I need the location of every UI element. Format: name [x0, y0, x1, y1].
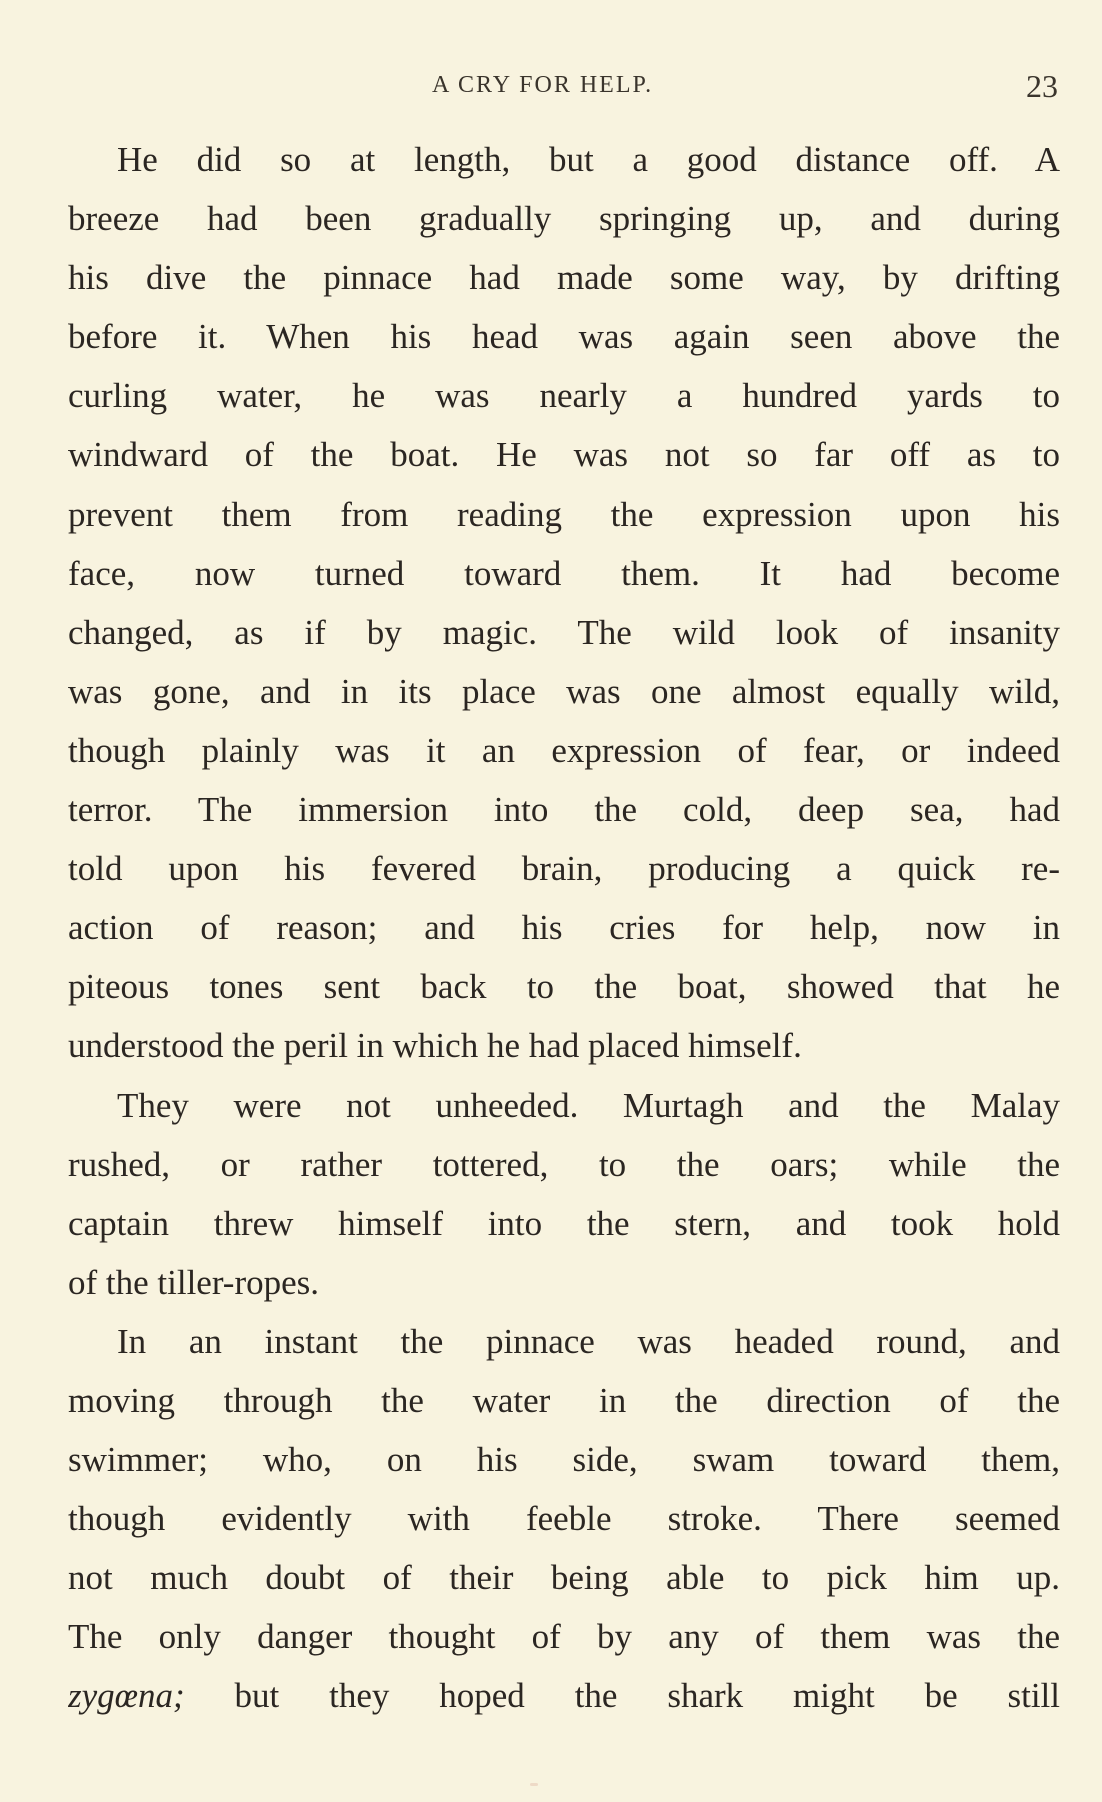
text-line: though evidently with feeble stroke. There seemed	[68, 1499, 1060, 1539]
text-line: prevent them from reading the expression upon his	[68, 494, 1060, 534]
text-line: In an instant the pinnace was headed round, and	[117, 1321, 1060, 1361]
paper-mark	[530, 1783, 538, 1786]
text-line: not much doubt of their being able to pick him up.	[68, 1558, 1060, 1598]
text-line: They were not unheeded. Murtagh and the Malay	[117, 1085, 1060, 1125]
body-text	[68, 130, 1060, 1726]
italic-word: zygœna;	[68, 1676, 185, 1716]
text-line: breeze had been gradually springing up, and during	[68, 199, 1060, 239]
text-line: before it. When his head was again seen above the	[68, 317, 1060, 357]
text-line: swimmer; who, on his side, swam toward them,	[68, 1440, 1060, 1480]
text-line-last	[68, 1666, 1060, 1725]
text-line: piteous tones sent back to the boat, showed that he	[68, 967, 1060, 1007]
text-line: rushed, or rather tottered, to the oars; while the	[68, 1144, 1060, 1184]
text-line: windward of the boat. He was not so far off as to	[68, 435, 1060, 475]
running-title: A CRY FOR HELP.	[432, 72, 654, 98]
text-line: He did so at length, but a good distance off. A	[117, 140, 1060, 179]
text-line: though plainly was it an expression of fear, or indeed	[68, 730, 1060, 770]
running-head	[0, 68, 1102, 106]
text-line: was gone, and in its place was one almost equally wild,	[68, 671, 1060, 711]
text-line: action of reason; and his cries for help, now in	[68, 908, 1060, 948]
text-line: changed, as if by magic. The wild look of insanity	[68, 612, 1060, 652]
text-line: of the tiller-ropes.	[68, 1262, 320, 1302]
text-line: face, now turned toward them. It had become	[68, 553, 1060, 593]
page-number: 23	[1026, 68, 1058, 104]
text-line: moving through the water in the direction of the	[68, 1380, 1060, 1420]
text-line: understood the peril in which he had placed himself.	[68, 1026, 802, 1066]
text-line: his dive the pinnace had made some way, by drifting	[68, 258, 1060, 298]
text-line: curling water, he was nearly a hundred yards to	[68, 376, 1060, 416]
text-line: captain threw himself into the stern, and took hold	[68, 1203, 1060, 1243]
text-line: told upon his fevered brain, producing a quick re-	[68, 849, 1060, 889]
line-rest: but they hoped the shark might be still	[184, 1676, 1060, 1716]
text-line: terror. The immersion into the cold, deep sea, had	[68, 790, 1060, 830]
text-line: The only danger thought of by any of them was the	[68, 1617, 1060, 1657]
